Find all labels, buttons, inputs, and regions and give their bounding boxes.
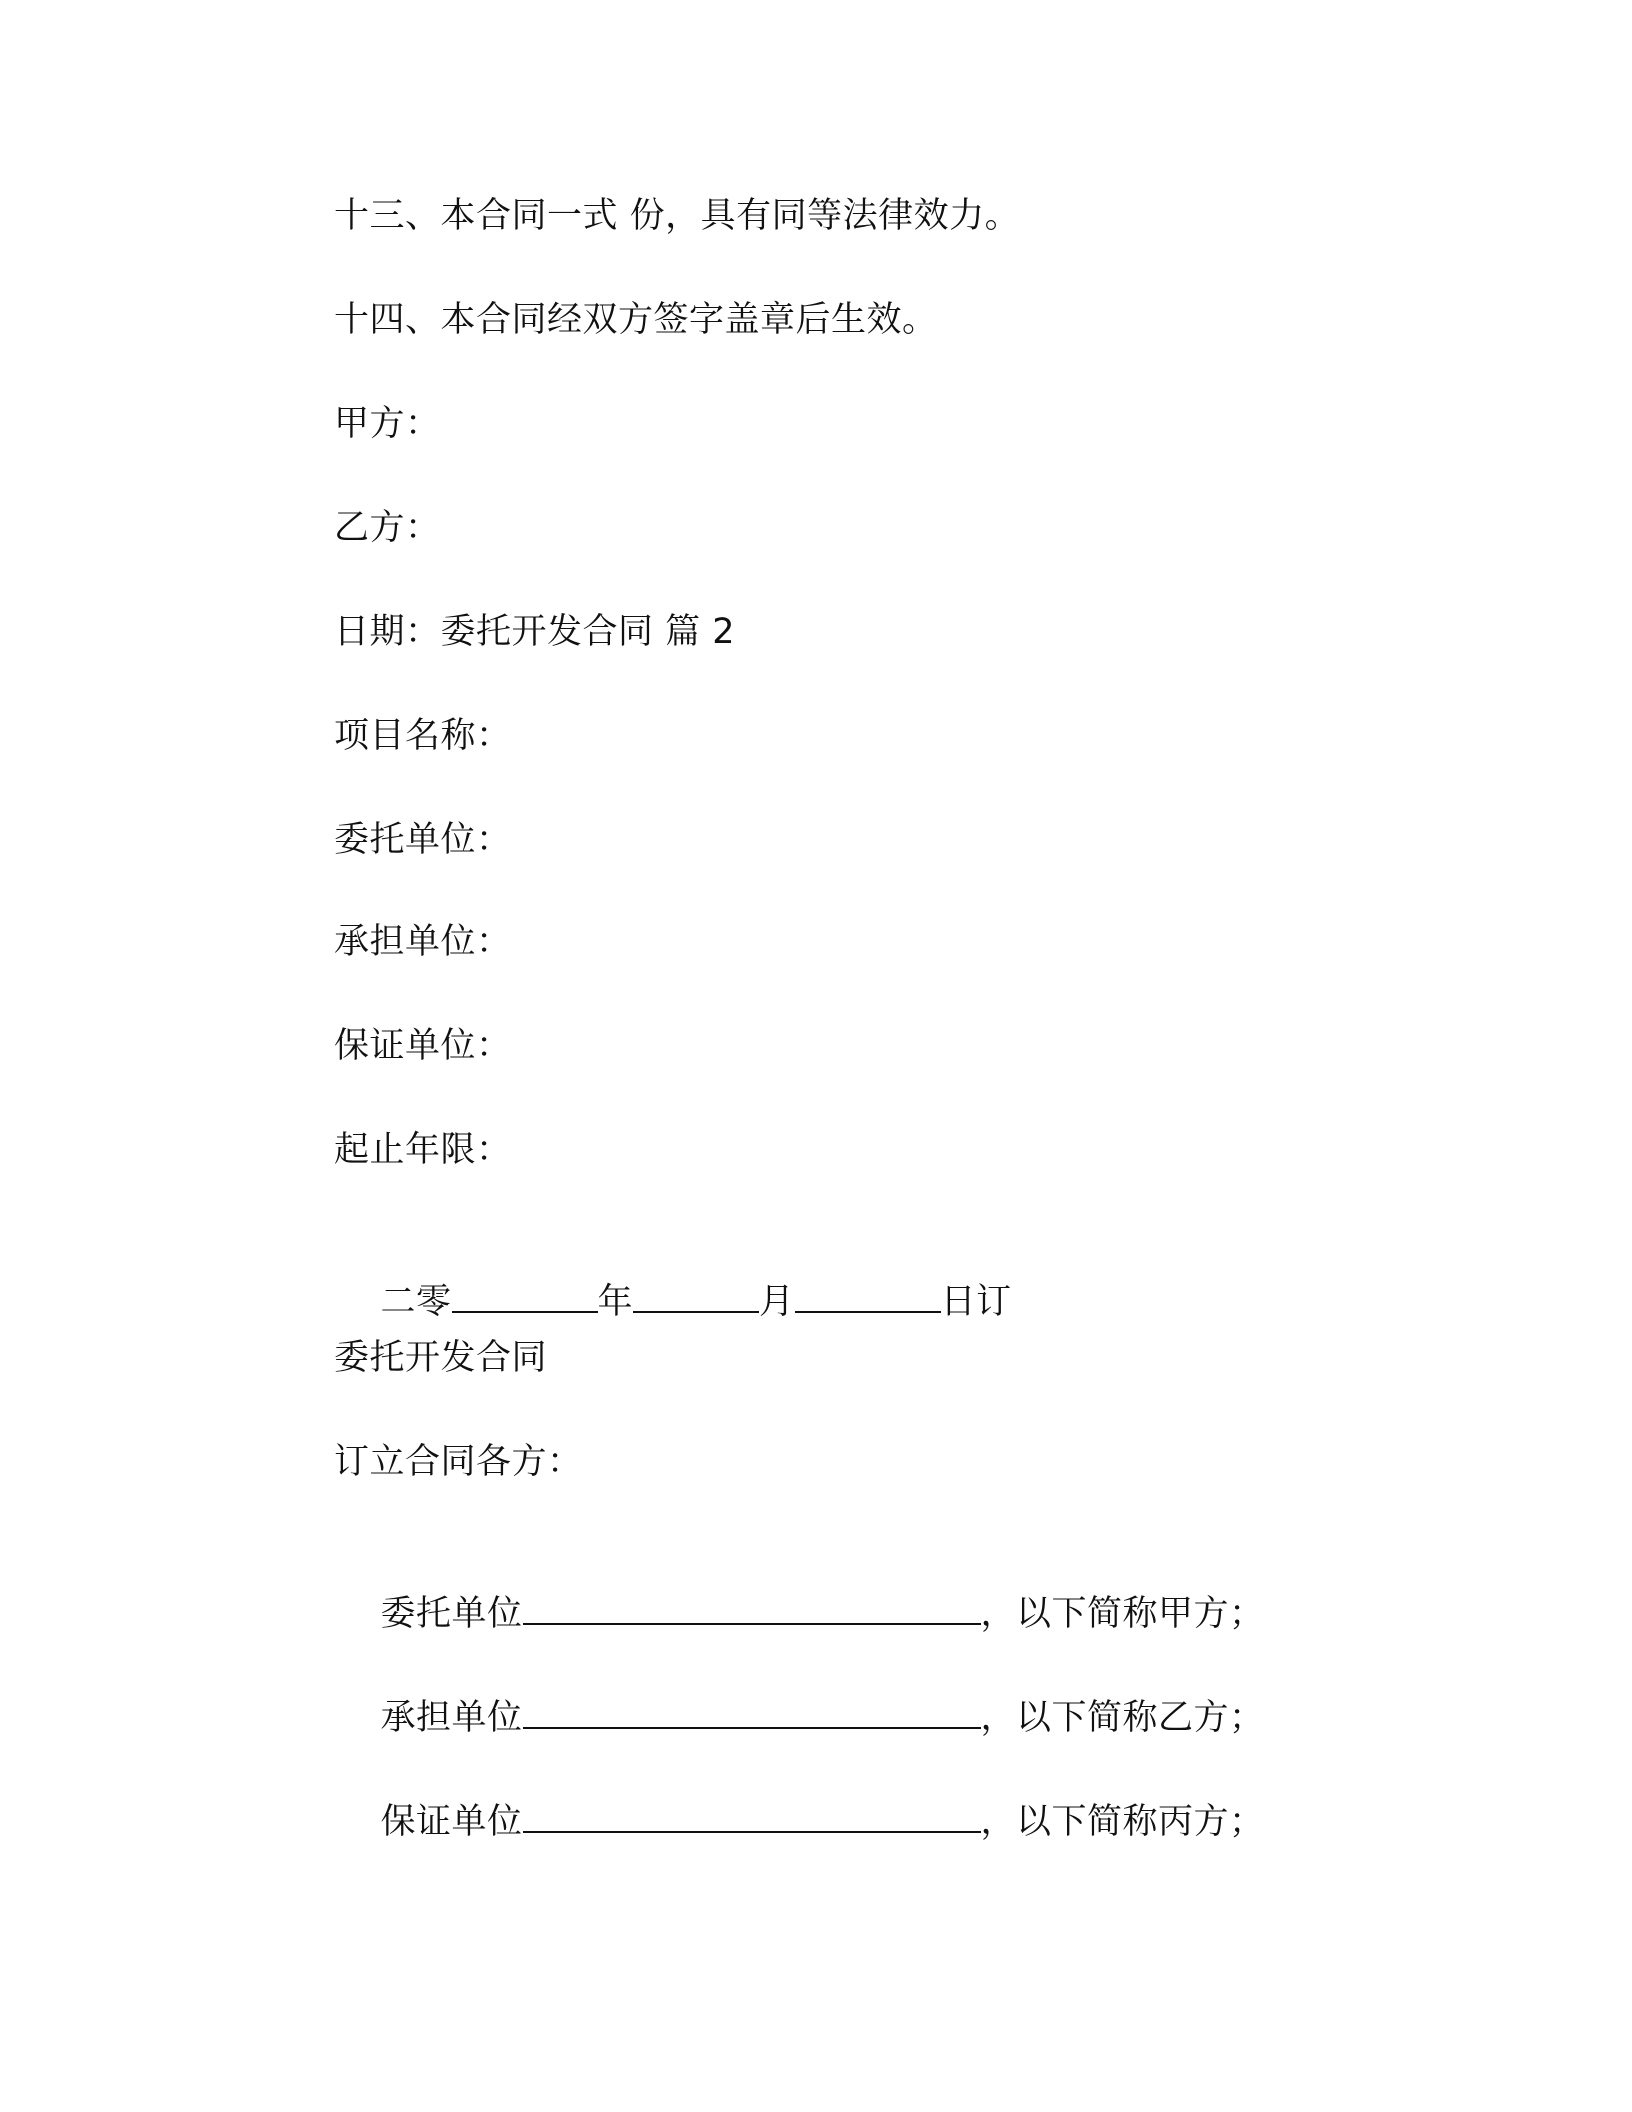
- party-label: 保证单位: [380, 1802, 523, 1842]
- month-blank: [633, 1281, 759, 1313]
- party-suffix: ，以下简称乙方；: [980, 1698, 1265, 1738]
- undertaking-unit-line: 承担单位：: [334, 922, 512, 962]
- day-blank: [795, 1281, 941, 1313]
- clause-13: 十三、本合同一式 份，具有同等法律效力。: [334, 196, 1021, 236]
- party-line-guarantee: [334, 1750, 1265, 1894]
- date-suffix: 日订: [940, 1282, 1012, 1322]
- party-label: 委托单位: [380, 1594, 523, 1634]
- term-line: 起止年限：: [334, 1130, 512, 1170]
- party-a-line: 甲方：: [334, 404, 441, 444]
- party-label: 承担单位: [380, 1698, 523, 1738]
- date-prefix: 二零: [380, 1282, 452, 1322]
- month-label: 月: [759, 1282, 795, 1322]
- clause-14: 十四、本合同经双方签字盖章后生效。: [334, 300, 938, 340]
- parties-heading: 订立合同各方：: [334, 1442, 583, 1482]
- party-blank: [523, 1593, 981, 1625]
- year-label: 年: [597, 1282, 634, 1322]
- party-blank: [523, 1697, 981, 1729]
- party-b-line: 乙方：: [334, 508, 441, 548]
- year-blank: [452, 1281, 598, 1313]
- party-blank: [523, 1801, 981, 1833]
- contract-title: 委托开发合同: [334, 1338, 548, 1378]
- date-and-title-line: 日期：委托开发合同 篇 2: [334, 612, 736, 652]
- party-suffix: ，以下简称丙方；: [980, 1802, 1265, 1842]
- project-name-line: 项目名称：: [334, 716, 512, 756]
- party-suffix: ，以下简称甲方；: [980, 1594, 1265, 1634]
- guarantee-unit-line: 保证单位：: [334, 1026, 512, 1066]
- entrusting-unit-line: 委托单位：: [334, 820, 512, 860]
